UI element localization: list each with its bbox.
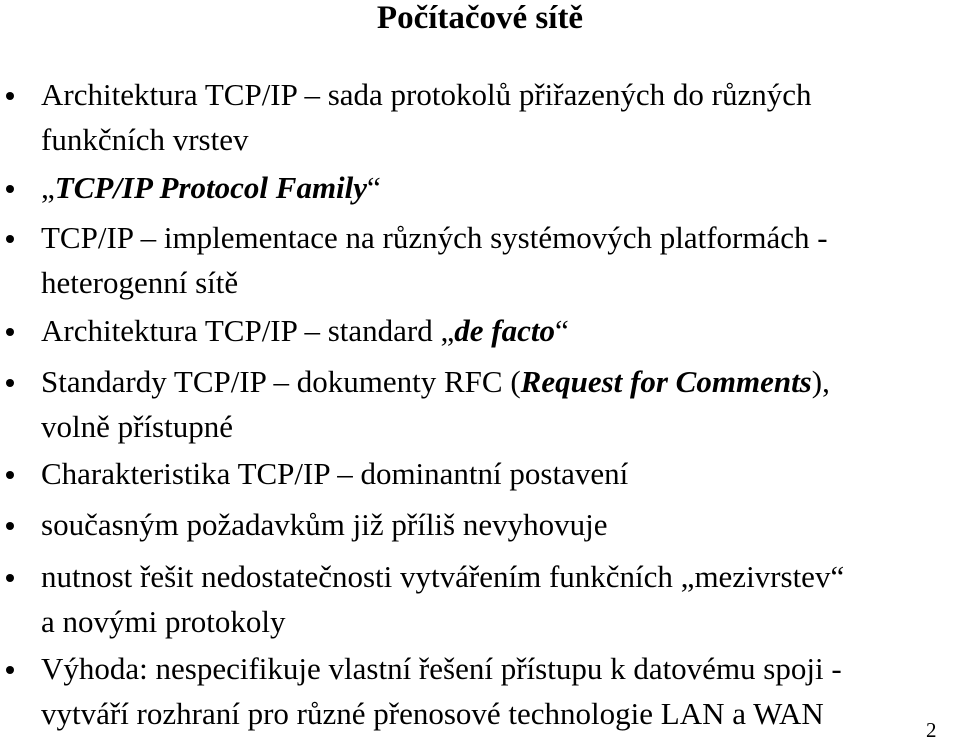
bullet-text-line [41, 359, 960, 404]
opening-quote: „ [440, 313, 455, 348]
bullet-dot-icon [6, 379, 14, 387]
bullet-dot-icon [6, 522, 14, 530]
bullet-item-requirements [0, 502, 955, 547]
bullet-text-line [41, 308, 960, 353]
bullet-dot-icon [6, 471, 14, 479]
bullet-item-characteristics [0, 451, 955, 496]
closing-quote: “ [554, 313, 569, 348]
bullet-dot-icon [6, 666, 14, 674]
bullet-text-line [41, 554, 960, 599]
bullet-text-line: heterogenní sítě [41, 265, 239, 300]
closing-quote: “ [830, 559, 845, 594]
bullet-dot-icon [6, 574, 14, 582]
opening-quote: „ [41, 170, 55, 205]
closing-quote: “ [367, 170, 381, 205]
bullet-text-line: Výhoda: nespecifikuje vlastní řešení přístupu k datovému spoji - [41, 651, 842, 686]
bullet-item-advantage [0, 646, 955, 736]
bullet-item-architecture-suite [0, 72, 955, 162]
opening-quote: „ [680, 559, 695, 594]
interlayers-text: mezivrstev [694, 559, 831, 594]
bullet-text-line: vytváří rozhraní pro různé přenosové technologie LAN a WAN [41, 696, 824, 731]
bullet-item-interlayers [0, 554, 955, 644]
rfc-prefix: Standardy TCP/IP – dokumenty RFC ( [41, 364, 521, 399]
standard-prefix: Architektura TCP/IP – standard [41, 313, 441, 348]
rfc-suffix: ), [811, 364, 830, 399]
bullet-text-line: Architektura TCP/IP – sada protokolů přiřazených do různých [41, 77, 812, 112]
de-facto-text: de facto [454, 313, 555, 348]
bullet-item-de-facto-standard [0, 308, 955, 353]
bullet-text-line: TCP/IP – implementace na různých systémových platformách - [41, 220, 828, 255]
bullet-dot-icon [6, 185, 14, 193]
bullet-text-line: Charakteristika TCP/IP – dominantní postavení [41, 456, 629, 491]
bullet-dot-icon [6, 328, 14, 336]
protocol-family-text: TCP/IP Protocol Family [54, 170, 368, 205]
page-number: 2 [926, 718, 937, 742]
bullet-dot-icon [6, 92, 14, 100]
bullet-item-protocol-family [0, 165, 955, 210]
bullet-text-line [41, 165, 960, 210]
request-for-comments-text: Request for Comments [520, 364, 812, 399]
bullet-item-implementation [0, 215, 955, 305]
bullet-text-line: funkčních vrstev [41, 122, 249, 157]
interlayers-prefix: nutnost řešit nedostatečnosti vytvářením funkčních [41, 559, 681, 594]
bullet-text-line: volně přístupné [41, 409, 233, 444]
bullet-dot-icon [6, 235, 14, 243]
bullet-text-line: a novými protokoly [41, 604, 286, 639]
slide-title: Počítačové sítě [376, 0, 584, 36]
bullet-item-rfc-standards [0, 359, 955, 449]
bullet-text-line: současným požadavkům již příliš nevyhovuje [41, 507, 608, 542]
